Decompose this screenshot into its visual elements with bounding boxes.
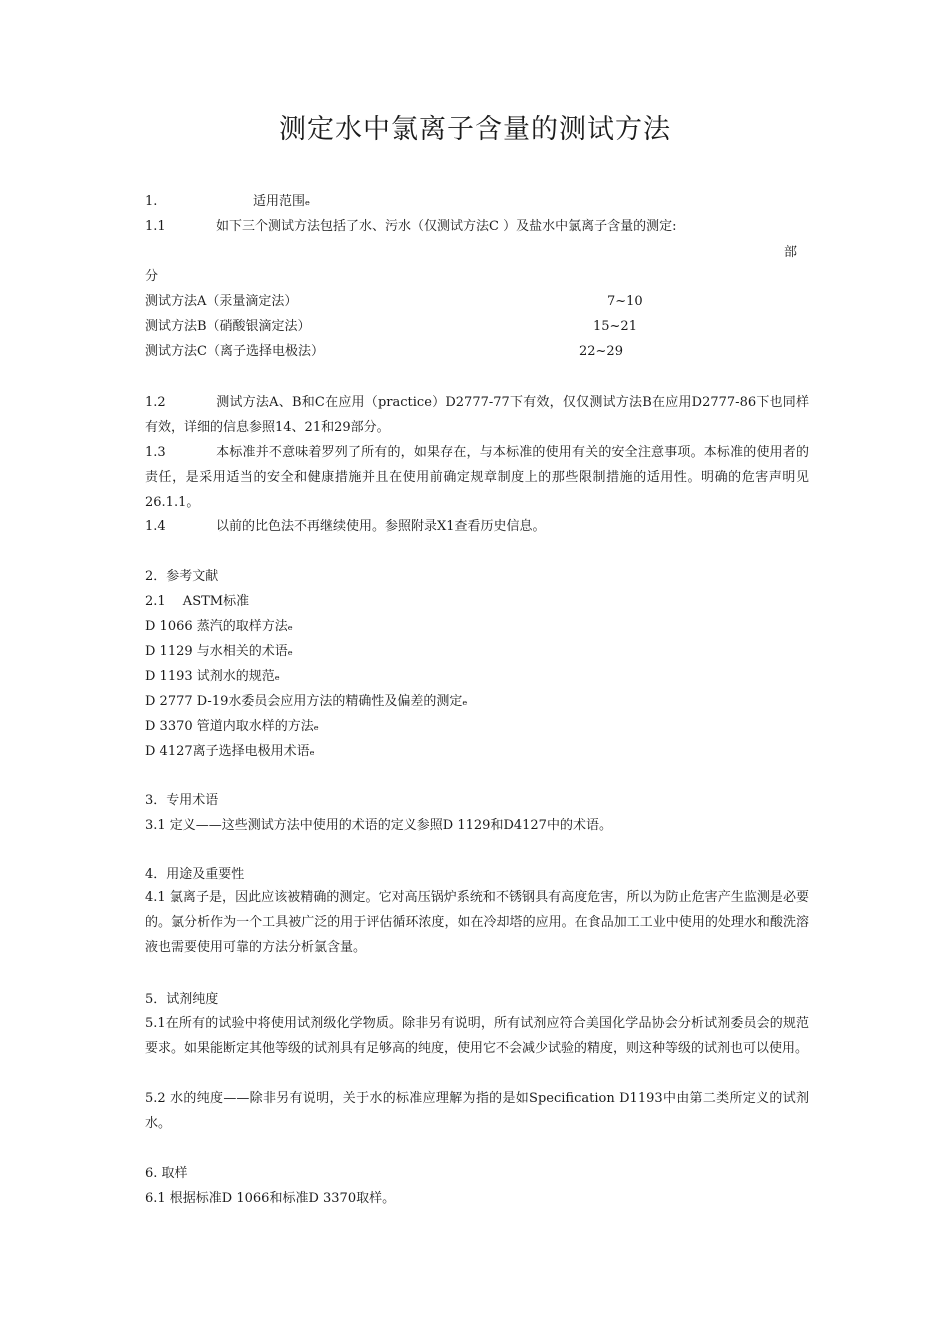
- method-row: [145, 318, 311, 336]
- section-1-number: 1.: [145, 194, 158, 209]
- paragraph-1-4-text: 以前的比色法不再继续使用。参照附录X1查看历史信息。: [216, 519, 546, 534]
- paragraph-1-1: [145, 218, 676, 236]
- paragraph-1-4: [145, 518, 546, 536]
- paragraph-1-1-text: 如下三个测试方法包括了水、污水（仅测试方法C ）及盐水中氯离子含量的测定:: [216, 219, 677, 234]
- section-5-heading: 5．试剂纯度: [145, 992, 219, 1007]
- paragraph-1-1-number: 1.1: [145, 219, 166, 234]
- paragraph-5-2: 5.2 水的纯度——除非另有说明，关于水的标准应理解为指的是如Specification D1193中由第二类所定义的试剂水。: [145, 1091, 809, 1131]
- document-title: 测定水中氯离子含量的测试方法: [279, 114, 671, 145]
- section-2-heading: 2．参考文献: [145, 569, 219, 584]
- paragraph-5-1: 5.1在所有的试验中将使用试剂级化学物质。除非另有说明，所有试剂应符合美国化学品协会分析试剂委员会的规范要求。如果能断定其他等级的试剂具有足够高的纯度，使用它不会减少试验的精度，则这种等级的试剂也可以使用。: [145, 1016, 809, 1056]
- reference-item: D 1066 蒸汽的取样方法ₑ: [145, 619, 293, 634]
- reference-item: D 4127离子选择电极用术语ₑ: [145, 744, 315, 759]
- method-row: [145, 293, 297, 311]
- paragraph-1-3-number: 1.3: [145, 445, 166, 460]
- section-3-heading: 3．专用术语: [145, 793, 219, 808]
- section-1-heading: [145, 193, 310, 211]
- reference-item: D 1193 试剂水的规范ₑ: [145, 669, 280, 684]
- method-range: 7~10: [607, 294, 643, 309]
- method-range: 15~21: [593, 319, 637, 334]
- section-6-heading: 6. 取样: [145, 1166, 188, 1181]
- paragraph-1-4-number: 1.4: [145, 519, 166, 534]
- method-name: 测试方法A（汞量滴定法）: [145, 294, 298, 309]
- section-1-title: 适用范围ₑ: [253, 194, 311, 209]
- method-name: 测试方法B（硝酸银滴定法）: [145, 319, 311, 334]
- paragraph-1-2-text: 测试方法A、B和C在应用（practice）D2777-77下有效，仅仅测试方法B在应用D2777-86下也同样有效，详细的信息参照14、21和29部分。: [145, 395, 809, 435]
- paragraph-3-1: 3.1 定义——这些测试方法中使用的术语的定义参照D 1129和D4127中的术语。: [145, 818, 612, 833]
- section-2-1-subheading: 2.1 ASTM标准: [145, 594, 250, 609]
- method-row: [145, 343, 324, 361]
- column-header-part-b: 分: [145, 269, 159, 284]
- paragraph-1-2-number: 1.2: [145, 395, 166, 410]
- paragraph-1-2: [145, 390, 809, 440]
- method-name: 测试方法C（离子选择电极法）: [145, 344, 324, 359]
- section-4-heading: 4．用途及重要性: [145, 867, 245, 882]
- column-header-part-a: 部: [784, 245, 798, 260]
- paragraph-1-3-text: 本标准并不意味着罗列了所有的，如果存在，与本标准的使用有关的安全注意事项。本标准的使用者的责任，是采用适当的安全和健康措施并且在使用前确定规章制度上的那些限制措施的适用性。明确的危害声明见26.1.1。: [145, 445, 809, 510]
- reference-item: D 3370 管道内取水样的方法ₑ: [145, 719, 319, 734]
- paragraph-1-3: [145, 440, 809, 515]
- paragraph-4-1: 4.1 氯离子是，因此应该被精确的测定。它对高压锅炉系统和不锈钢具有高度危害，所以为防止危害产生监测是必要的。氯分析作为一个工具被广泛的用于评估循环浓度，如在冷却塔的应用。在食品加工工业中使用的处理水和酸洗溶液也需要使用可靠的方法分析氯含量。: [145, 890, 809, 955]
- method-range: 22~29: [579, 344, 623, 359]
- paragraph-6-1: 6.1 根据标准D 1066和标准D 3370取样。: [145, 1191, 396, 1206]
- reference-item: D 1129 与水相关的术语ₑ: [145, 644, 293, 659]
- reference-item: D 2777 D-19水委员会应用方法的精确性及偏差的测定ₑ: [145, 694, 468, 709]
